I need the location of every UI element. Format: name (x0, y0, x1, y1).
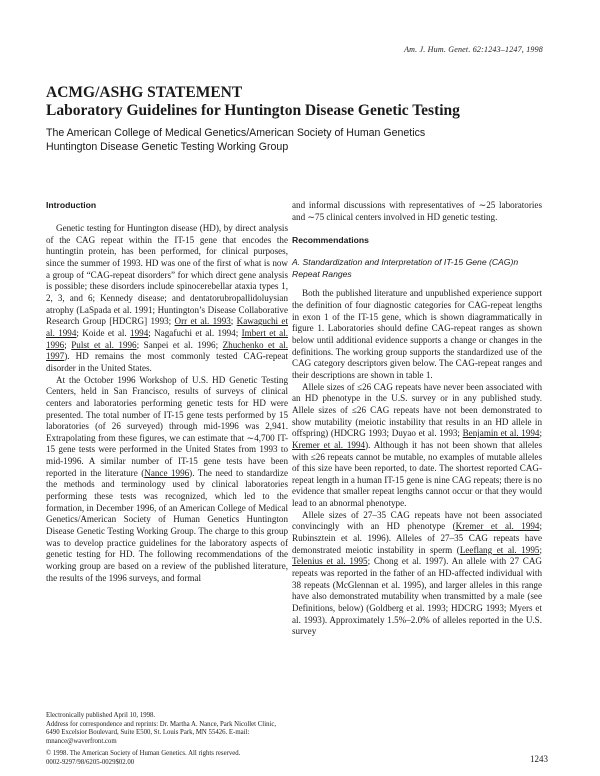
intro-paragraph-1: Genetic testing for Huntington disease (HD), by direct analysis of the CAG repeat within the IT-15 gene that encodes the huntingtin protein, has been performed, for clinical purposes, since the summer of 1993. HD was one of the first of what is now a group of “CAG-repeat disorders” for which direct gene analysis is possible; these disorders include spinocerebellar ataxia types 1, 2, 3, and 6; Kennedy disease; and dentatorubropallidoluysian atrophy (LaSpada et al. 1991; Huntington’s Disease Collaborative Research Group [HDCRG] 1993; Orr et al. 1993; Kawaguchi et al. 1994; Koide et al. 1994; Nagafuchi et al. 1994; Imbert et al. 1996; Pulst et al. 1996; Sanpei et al. 1996; Zhuchenko et al. 1997). HD remains the most commonly tested CAG-repeat disorder in the United States. (46, 223, 288, 373)
citation-link[interactable]: Kremer et al. 1994 (455, 521, 540, 532)
authors-line-2: Huntington Disease Genetic Testing Working Group (46, 141, 289, 153)
continued-paragraph: and informal discussions with representatives of ∼25 laboratories and ∼75 clinical centers involved in HD genetic testing. (292, 200, 542, 222)
citation-link[interactable]: Telenius et al. 1995 (292, 556, 368, 567)
introduction-heading: Introduction (46, 200, 97, 210)
citation-link[interactable]: 1994 (130, 327, 149, 338)
footnote-copyright: © 1998. The American Society of Human Genetics. All rights reserved. (46, 750, 241, 758)
left-column (46, 200, 288, 584)
recommendations-heading: Recommendations (292, 235, 369, 246)
footnotes (46, 712, 286, 768)
recommendations-paragraph-3: Allele sizes of 27–35 CAG repeats have not been associated convincingly with an HD phenotype (Kremer et al. 1994; Rubinsztein et al. 1996). Alleles of 27–35 CAG repeats have demonstrated meiotic instability in sperm (Leeflang et al. 1995; Telenius et al. 1995; Chong et al. 1997). An allele with 27 CAG repeats was reported in the father of an HD-affected individual with 38 repeats (McGlennan et al. 1995), and larger alleles in this range have also demonstrated mutability when transmitted by a male (see Definitions, below) (Goldberg et al. 1993; HDCRG 1993; Myers et al. 1993). Approximately 1.5%–2.0% of alleles reported in the U.S. survey (292, 509, 542, 637)
recommendations-paragraph-1: Both the published literature and unpublished experience support the definition of four diagnostic categories for CAG-repeat lengths in exon 1 of the IT-15 gene, which is shown diagrammatically in figure 1. Laboratories should define CAG-repeat ranges as shown below until additional evidence supports a change or changes in the definitions. The working group supports the standardized use of the CAG category descriptors given below. The CAG-repeat ranges and their descriptions are shown in table 1. (292, 288, 542, 380)
statement-label: ACMG/ASHG STATEMENT (46, 84, 243, 101)
citation-link[interactable]: Kawaguchi et al. 1994 (46, 316, 288, 338)
citation-link[interactable]: Orr et al. 1993 (174, 316, 231, 327)
right-column (292, 200, 542, 638)
citation-link[interactable]: Leeflang et al. 1995 (459, 544, 540, 555)
authors (46, 126, 556, 154)
running-head: Am. J. Hum. Genet. 62:1243–1247, 1998 (404, 45, 543, 54)
citation-link[interactable]: Imbert et al. 1996 (46, 327, 288, 350)
page-number: 1243 (530, 754, 548, 764)
citation-link[interactable]: Kremer et al. 1994 (292, 439, 366, 450)
citation-link[interactable]: Pulst et al. 1996 (71, 339, 137, 350)
article-title: Laboratory Guidelines for Huntington Disease Genetic Testing (46, 102, 460, 119)
footnote-published: Electronically published April 10, 1998. (46, 712, 156, 719)
intro-paragraph-2: At the October 1996 Workshop of U.S. HD Genetic Testing Centers, held in San Francisco, results of surveys of clinical centers and laboratories performing genetic tests for HD were presented. The total number of IT-15 gene tests performed by 15 laboratories (of 26 surveyed) through mid-1996 was 2,941. Extrapolating from these figures, we can estimate that ∼4,700 IT-15 gene tests were performed in the United States from 1993 to mid-1996. A similar number of IT-15 gene tests have been reported in the literature (Nance 1996). The need to standardize the methods and terminology used by clinical laboratories performing these tests was recognized, which led to the formation, in December 1996, of an American College of Medical Genetics/American Society of Human Genetics Huntington Disease Genetic Testing Working Group. The charge to this group was to develop practice guidelines for the laboratory aspects of genetic testing for HD. The following recommendations of the working group are based on a review of the published literature, the results of the 1996 surveys, and formal (46, 374, 289, 583)
recommendations-paragraph-2: Allele sizes of ≤26 CAG repeats have never been associated with an HD phenotype in the U.S. survey or in any published study. Allele sizes of ≤26 CAG repeats have not been demonstrated to show mutability (meiotic instability that results in an HD allele in offspring) (HDCRG 1993; Duyao et al. 1993; Benjamin et al. 1994; Kremer et al. 1994). Although it has not been shown that alleles with ≤26 repeats cannot be mutable, no examples of mutable alleles of this size have been reported, to date. The shortest reported CAG-repeat length in a human IT-15 gene is nine CAG repeats; there is no evidence that smaller repeat lengths cannot occur or that they would lead to an abnormal phenotype. (292, 381, 542, 509)
footnote-correspondence: Address for correspondence and reprints: Dr. Martha A. Nance, Park Nicollet Clinic, 6490 Excelsior Boulevard, Suite E500, St. Louis Park, MN 55426. E-mail: mnance@waverfront.com (46, 720, 277, 745)
citation-link[interactable]: Zhuchenko et al. 1997 (46, 339, 288, 362)
citation-link[interactable]: Nance 1996 (144, 467, 190, 478)
footnote-issn: 0002-9297/98/6205-0029$02.00 (46, 758, 135, 766)
subsection-heading-a: A. Standardization and Interpretation of IT-15 Gene (CAG)n Repeat Ranges (292, 257, 519, 280)
citation-link[interactable]: Benjamin et al. 1994 (462, 428, 540, 439)
article-header (46, 84, 556, 154)
authors-line-1: The American College of Medical Genetics/American Society of Human Genetics (46, 127, 426, 139)
